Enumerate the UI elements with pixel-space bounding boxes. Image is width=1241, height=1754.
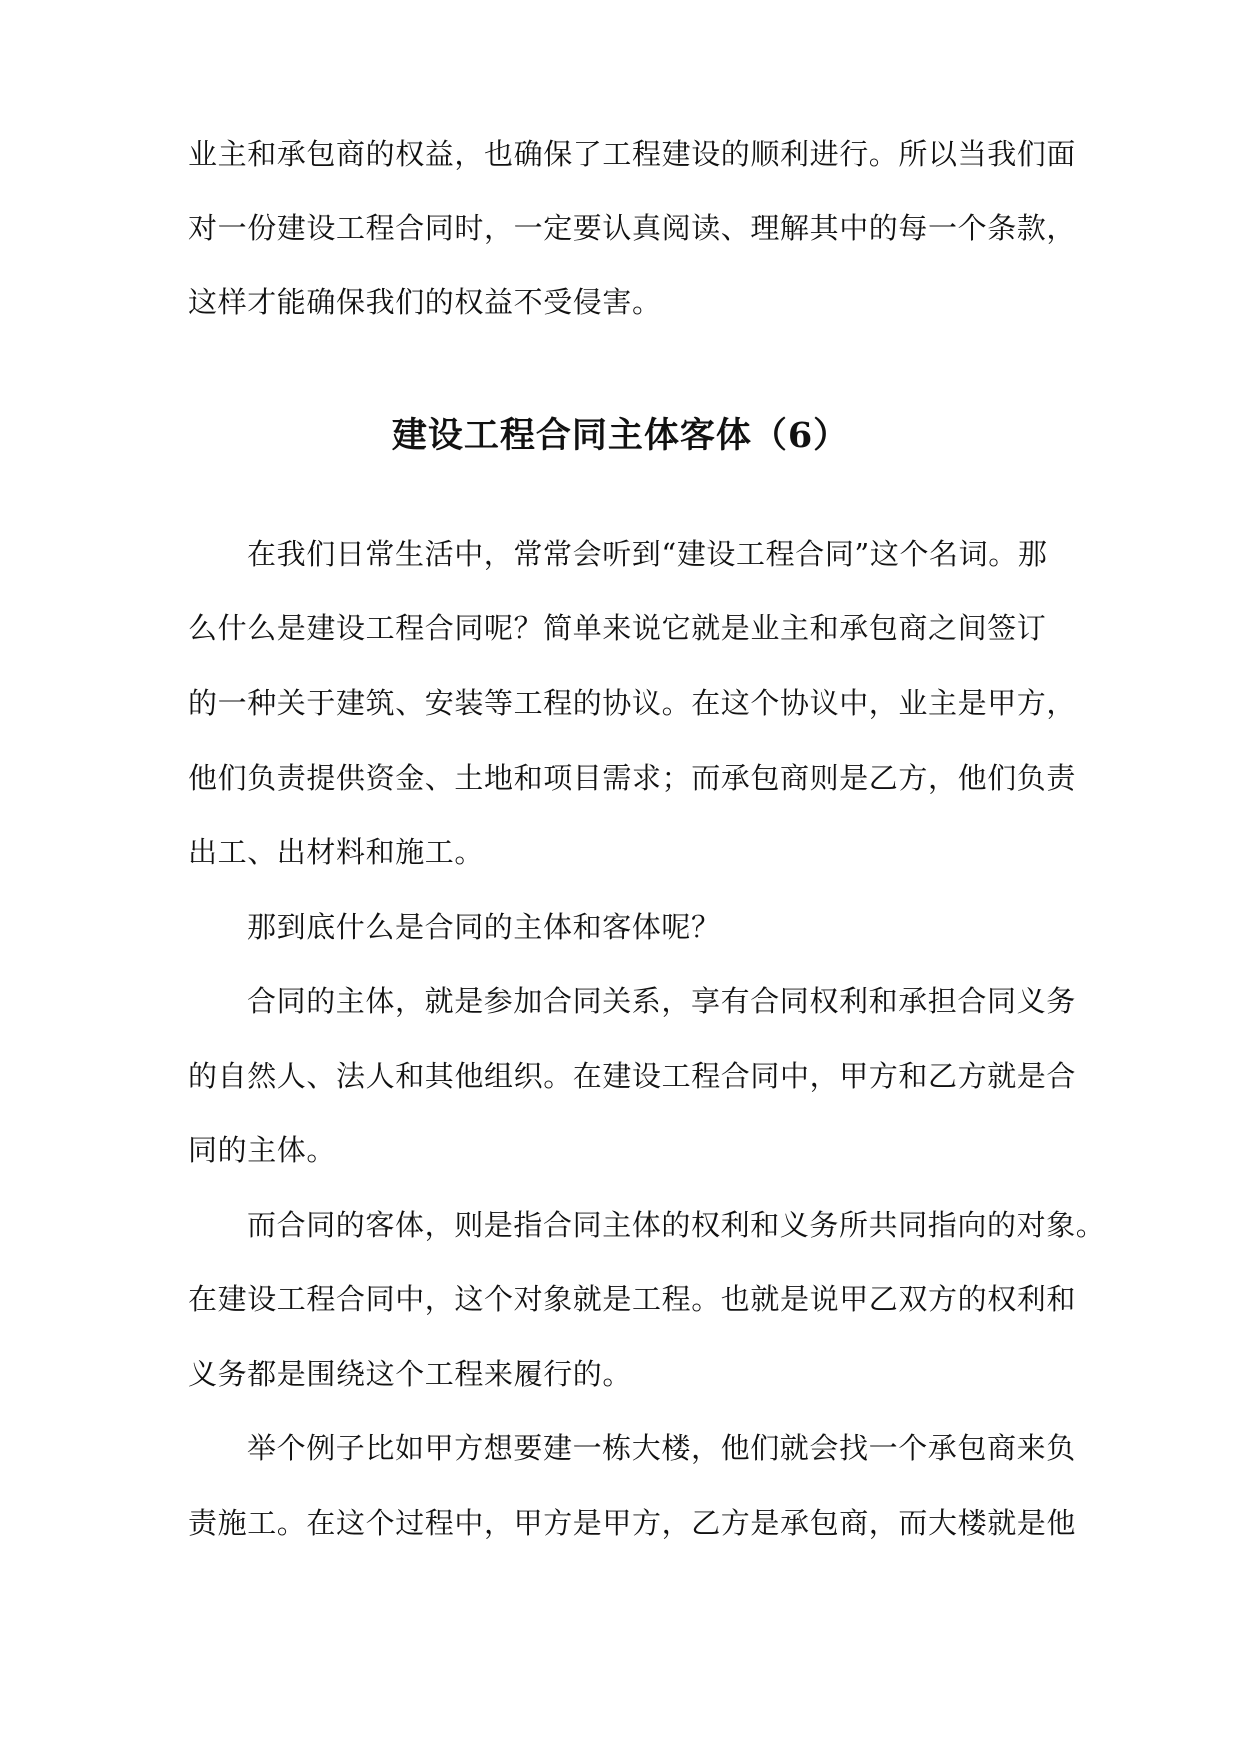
text-line: 他们负责提供资金、土地和项目需求；而承包商则是乙方，他们负责 [188,761,1077,795]
text-line: 在我们日常生活中，常常会听到“建设工程合同”这个名词。那 [247,537,1048,571]
text-line: 出工、出材料和施工。 [188,835,485,869]
section-title: 建设工程合同主体客体（6） [391,415,850,456]
text-line: 合同的主体，就是参加合同关系，享有合同权利和承担合同义务 [247,984,1076,1018]
text-line: 义务都是围绕这个工程来履行的。 [188,1357,633,1391]
text-line: 同的主体。 [188,1133,337,1167]
text-line: 责施工。在这个过程中，甲方是甲方，乙方是承包商，而大楼就是他 [188,1506,1077,1540]
text-line: 的一种关于建筑、安装等工程的协议。在这个协议中，业主是甲方， [188,686,1077,720]
text-line: 这样才能确保我们的权益不受侵害。 [188,285,662,319]
text-line: 那到底什么是合同的主体和客体呢？ [247,910,721,944]
text-line: 么什么是建设工程合同呢？简单来说它就是业主和承包商之间签订 [188,611,1047,645]
text-line: 而合同的客体，则是指合同主体的权利和义务所共同指向的对象。 [247,1208,1106,1242]
text-line: 业主和承包商的权益，也确保了工程建设的顺利进行。所以当我们面 [188,137,1077,171]
text-line: 举个例子比如甲方想要建一栋大楼，他们就会找一个承包商来负 [247,1431,1076,1465]
text-line: 在建设工程合同中，这个对象就是工程。也就是说甲乙双方的权利和 [188,1282,1077,1316]
text-line: 对一份建设工程合同时，一定要认真阅读、理解其中的每一个条款， [188,211,1077,245]
text-line: 的自然人、法人和其他组织。在建设工程合同中，甲方和乙方就是合 [188,1059,1077,1093]
